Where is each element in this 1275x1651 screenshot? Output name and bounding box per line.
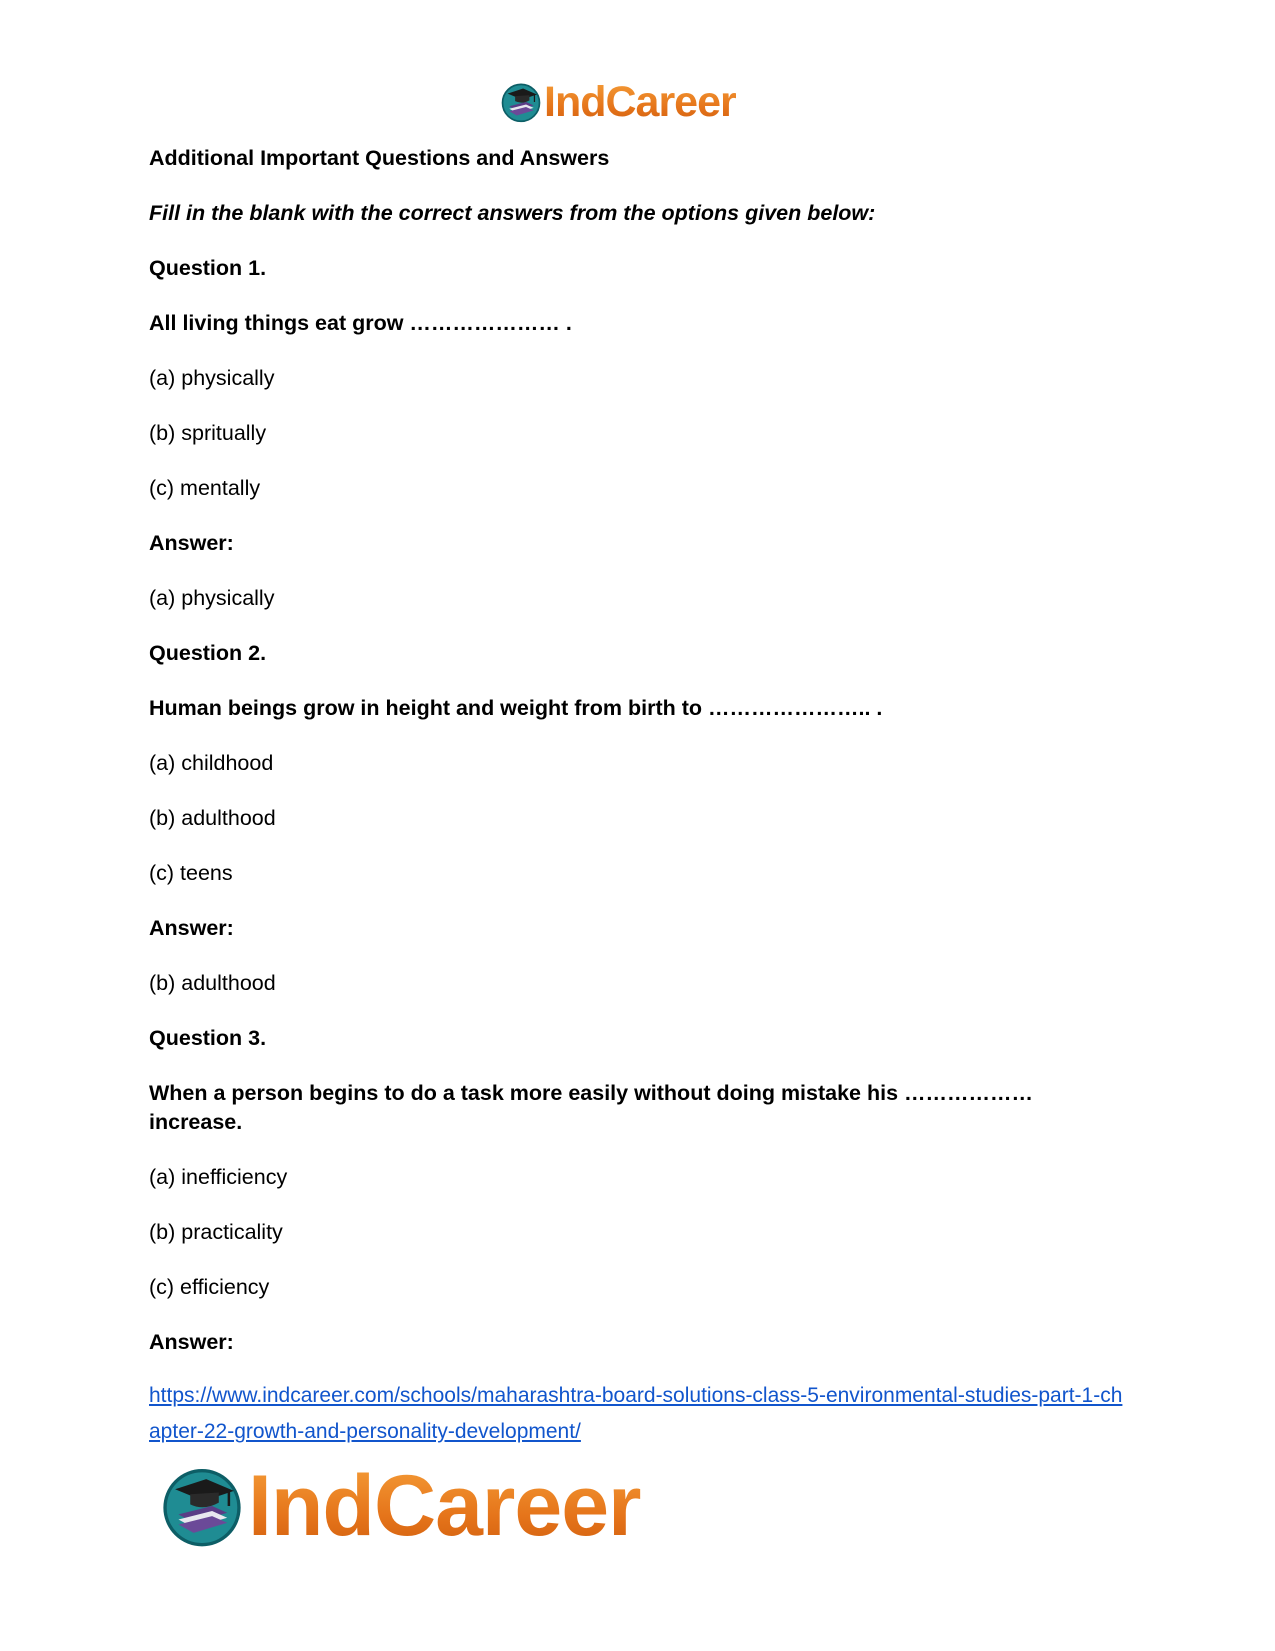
question-label: Question 2.: [149, 641, 267, 665]
option: (a) inefficiency: [149, 1165, 288, 1189]
question-label: Question 3.: [149, 1026, 267, 1050]
answer-text: (b) adulthood: [149, 971, 276, 995]
brand-name: IndCareer: [248, 1457, 641, 1554]
instruction-text: Fill in the blank with the correct answers from the options given below:: [149, 201, 876, 225]
option: (c) efficiency: [149, 1275, 270, 1299]
brand-name: IndCareer: [544, 77, 736, 126]
option: (b) practicality: [149, 1220, 283, 1244]
option: (b) adulthood: [149, 806, 276, 830]
header-logo: [500, 78, 736, 126]
answer-text: (a) physically: [149, 586, 275, 610]
option: (b) spritually: [149, 421, 267, 445]
answer-label: Answer:: [149, 1330, 234, 1354]
answer-label: Answer:: [149, 916, 234, 940]
answer-label: Answer:: [149, 531, 234, 555]
option: (c) mentally: [149, 476, 261, 500]
document-body: [149, 144, 1129, 1357]
graduation-cap-book-icon: [500, 81, 542, 123]
page-heading: Additional Important Questions and Answers: [149, 146, 610, 170]
graduation-cap-book-icon: [160, 1464, 244, 1548]
question-text: All living things eat grow ………………… .: [149, 311, 572, 335]
option: (a) childhood: [149, 751, 274, 775]
option: (a) physically: [149, 366, 275, 390]
footer-logo: [160, 1457, 641, 1554]
source-link[interactable]: https://www.indcareer.com/schools/maharashtra-board-solutions-class-5-environmental-studies-part-1-chapter-22-growth-and-personality-development/: [149, 1384, 1123, 1443]
question-label: Question 1.: [149, 256, 267, 280]
question-text: When a person begins to do a task more easily without doing mistake his ……………… increase.: [149, 1081, 1034, 1134]
question-text: Human beings grow in height and weight from birth to ………………….. .: [149, 696, 883, 720]
option: (c) teens: [149, 861, 233, 885]
